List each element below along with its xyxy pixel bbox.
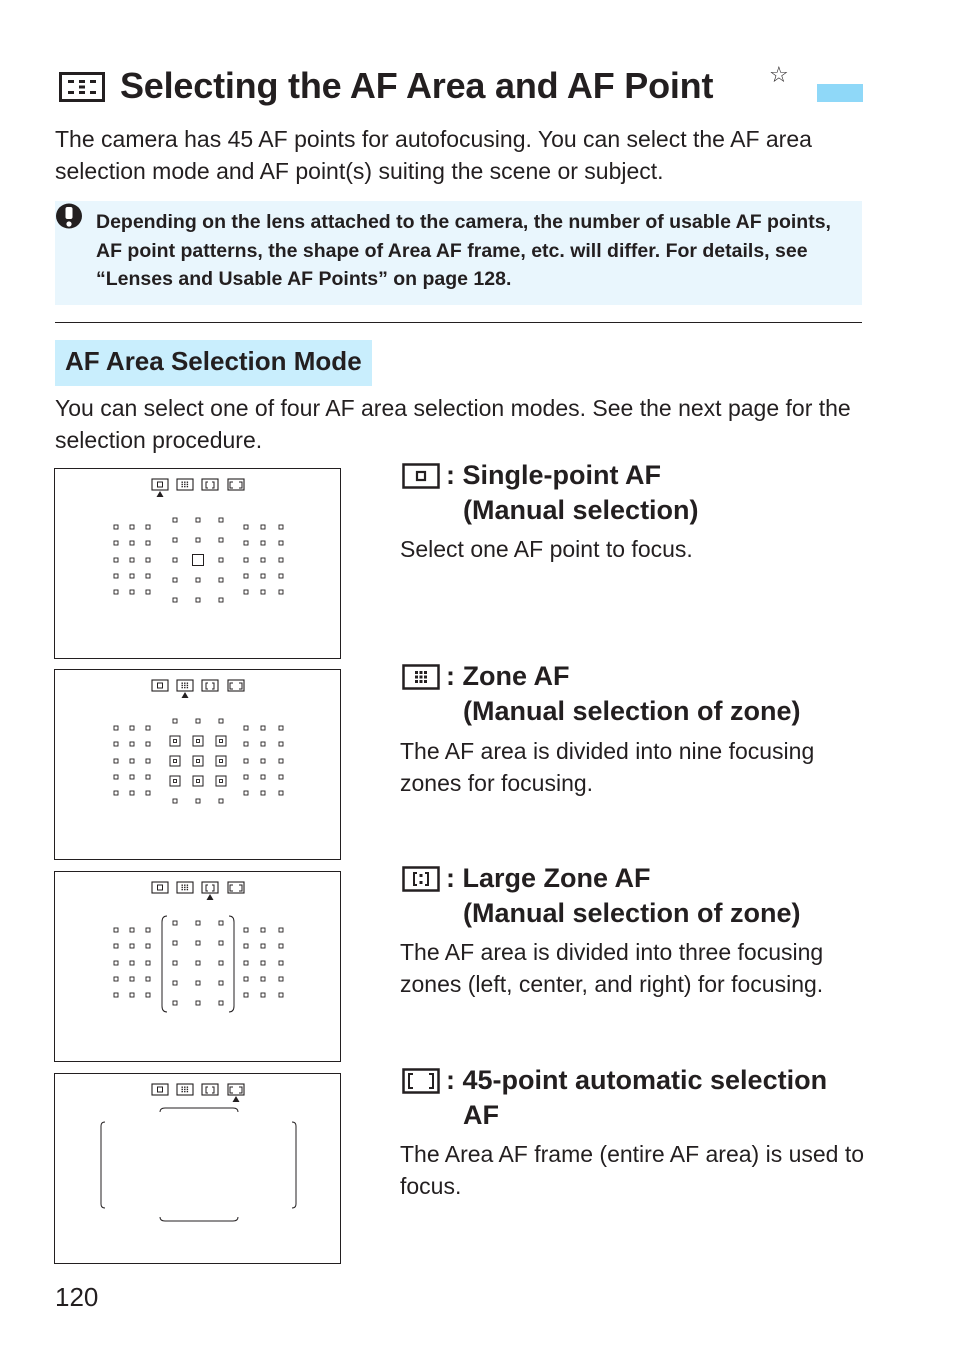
af-point: [114, 775, 118, 779]
section-heading: AF Area Selection Mode: [55, 340, 372, 386]
af-point: [219, 961, 223, 965]
auto-selection-af-description: The Area AF frame (entire AF area) is used to focus.: [400, 1141, 865, 1199]
af-mode-mini-icon: [152, 882, 168, 893]
af-mode-mini-icon: [177, 882, 193, 893]
af-point: [197, 760, 200, 763]
zone-frame: [193, 776, 203, 786]
af-point: [219, 921, 223, 925]
af-point: [173, 961, 177, 965]
caution-icon: [55, 203, 85, 236]
af-mode-mini-icon: [228, 680, 244, 691]
af-point: [173, 598, 177, 602]
af-point: [146, 742, 150, 746]
af-point: [196, 799, 200, 803]
zone-bracket-left: [162, 916, 167, 1012]
af-point: [261, 961, 265, 965]
af-point: [146, 791, 150, 795]
af-mode-mini-icon: [228, 882, 244, 893]
af-point: [219, 538, 223, 542]
af-point: [261, 726, 265, 730]
auto-selection-af-icon: [402, 1068, 440, 1099]
title-accent-bar: [817, 84, 863, 102]
af-point: [261, 791, 265, 795]
af-point: [219, 578, 223, 582]
af-point: [220, 760, 223, 763]
af-mode-mini-icon: [202, 479, 218, 490]
af-point: [279, 928, 283, 932]
af-point: [146, 726, 150, 730]
af-point: [114, 944, 118, 948]
selected-mode-marker: [182, 692, 189, 698]
af-point: [146, 574, 150, 578]
af-point: [279, 541, 283, 545]
af-point: [146, 759, 150, 763]
af-point: [114, 574, 118, 578]
af-point: [196, 538, 200, 542]
af-point: [130, 525, 134, 529]
zone-frame: [170, 756, 180, 766]
page-number: 120: [55, 1282, 99, 1312]
area-frame-top: [160, 1108, 238, 1112]
af-point: [261, 590, 265, 594]
af-point: [114, 759, 118, 763]
af-point: [219, 981, 223, 985]
af-point: [279, 791, 283, 795]
caution-box: [55, 201, 862, 305]
af-mode-mini-icon: [202, 680, 218, 691]
single-point-af-description: Select one AF point to focus.: [400, 536, 693, 562]
af-point: [130, 558, 134, 562]
af-point: [114, 726, 118, 730]
af-point: [146, 558, 150, 562]
af-mode-mini-icon: [202, 1084, 218, 1095]
af-point: [244, 791, 248, 795]
af-point: [279, 742, 283, 746]
af-point: [196, 961, 200, 965]
af-point: [173, 518, 177, 522]
af-point: [130, 541, 134, 545]
large-zone-af-title: : Large Zone AF (Manual selection of zone): [446, 863, 801, 928]
af-point: [146, 775, 150, 779]
af-point: [130, 993, 134, 997]
af-point: [244, 977, 248, 981]
af-point: [174, 740, 177, 743]
af-point: [173, 921, 177, 925]
large-zone-af-diagram: [54, 871, 341, 1062]
af-point: [244, 961, 248, 965]
auto-selection-af-diagram: [54, 1073, 341, 1264]
af-point: [146, 928, 150, 932]
af-point: [219, 799, 223, 803]
af-point: [219, 598, 223, 602]
area-frame-left: [101, 1122, 105, 1208]
af-point: [130, 944, 134, 948]
section-intro: You can select one of four AF area selection modes. See the next page for the selection procedure.: [55, 395, 851, 453]
area-frame-right: [292, 1122, 296, 1208]
caution-text: Depending on the lens attached to the camera, the number of usable AF points, AF point patterns, the shape of Area AF frame, etc. will differ. For details, see “Lenses and Usable AF Points” on page 128.: [96, 211, 831, 290]
af-point: [279, 961, 283, 965]
af-point: [219, 941, 223, 945]
af-point: [130, 574, 134, 578]
selected-mode-marker: [207, 894, 214, 900]
single-point-af-icon: [402, 463, 440, 494]
af-point: [279, 944, 283, 948]
af-point: [279, 977, 283, 981]
zone-frame: [216, 776, 226, 786]
af-point: [261, 944, 265, 948]
af-point: [279, 558, 283, 562]
af-point: [173, 799, 177, 803]
af-point: [114, 742, 118, 746]
af-point: [130, 742, 134, 746]
af-point: [114, 558, 118, 562]
af-point: [146, 944, 150, 948]
af-point: [261, 759, 265, 763]
af-area-icon: [59, 72, 105, 107]
af-point: [174, 760, 177, 763]
af-point: [130, 759, 134, 763]
zone-frame: [170, 776, 180, 786]
af-point: [173, 719, 177, 723]
af-point: [114, 590, 118, 594]
af-point: [220, 740, 223, 743]
af-point: [197, 780, 200, 783]
zone-af-diagram: [54, 669, 341, 860]
af-point: [130, 791, 134, 795]
af-point: [130, 775, 134, 779]
af-point: [173, 558, 177, 562]
af-point: [261, 541, 265, 545]
af-point: [244, 759, 248, 763]
af-point: [196, 598, 200, 602]
af-point: [244, 993, 248, 997]
af-mode-mini-icon: [177, 479, 193, 490]
af-mode-mini-icon: [228, 1084, 244, 1095]
af-point: [244, 541, 248, 545]
zone-bracket-right: [229, 916, 234, 1012]
af-point: [279, 993, 283, 997]
af-point: [244, 590, 248, 594]
af-point: [130, 961, 134, 965]
af-point: [196, 981, 200, 985]
af-point: [114, 993, 118, 997]
af-point: [114, 541, 118, 545]
af-point: [279, 759, 283, 763]
af-point: [114, 977, 118, 981]
af-point: [196, 578, 200, 582]
af-point: [261, 993, 265, 997]
af-point: [244, 928, 248, 932]
af-point: [219, 719, 223, 723]
af-point: [220, 780, 223, 783]
zone-af-description: The AF area is divided into nine focusing zones for focusing.: [400, 738, 815, 796]
af-point: [244, 726, 248, 730]
zone-frame: [193, 736, 203, 746]
af-point: [146, 541, 150, 545]
single-point-af-diagram: [54, 468, 341, 659]
af-mode-mini-icon: [152, 479, 168, 490]
af-point: [261, 742, 265, 746]
large-zone-af-description: The AF area is divided into three focusing zones (left, center, and right) for focusing.: [400, 939, 824, 997]
single-point-af-title: : Single-point AF (Manual selection): [446, 460, 699, 525]
af-point: [261, 928, 265, 932]
af-point: [173, 538, 177, 542]
page-title: Selecting the AF Area and AF Point: [120, 65, 714, 106]
af-point: [261, 775, 265, 779]
af-point: [244, 944, 248, 948]
af-point: [261, 525, 265, 529]
af-point: [261, 558, 265, 562]
zone-frame: [170, 736, 180, 746]
af-point: [146, 977, 150, 981]
star-icon: ☆: [769, 62, 789, 87]
af-mode-mini-icon: [202, 882, 218, 893]
af-point: [196, 1001, 200, 1005]
af-point: [196, 518, 200, 522]
af-point: [261, 977, 265, 981]
auto-selection-af-title: : 45-point automatic selection AF: [446, 1065, 828, 1130]
selected-af-point: [193, 555, 204, 566]
af-point: [279, 726, 283, 730]
af-point: [219, 558, 223, 562]
large-zone-af-icon: [402, 866, 440, 897]
af-point: [174, 780, 177, 783]
af-point: [197, 740, 200, 743]
selected-mode-marker: [157, 491, 164, 497]
intro-paragraph: The camera has 45 AF points for autofocusing. You can select the AF area selection mode and AF point(s) suiting the scene or subject.: [55, 126, 812, 184]
af-point: [130, 928, 134, 932]
af-point: [279, 574, 283, 578]
af-point: [130, 977, 134, 981]
af-point: [279, 775, 283, 779]
af-mode-mini-icon: [152, 680, 168, 691]
af-point: [173, 1001, 177, 1005]
zone-frame: [216, 736, 226, 746]
af-point: [114, 525, 118, 529]
af-point: [219, 518, 223, 522]
af-point: [279, 590, 283, 594]
af-point: [261, 574, 265, 578]
af-point: [244, 558, 248, 562]
af-point: [130, 590, 134, 594]
af-point: [244, 742, 248, 746]
af-point: [244, 574, 248, 578]
af-point: [173, 981, 177, 985]
af-point: [146, 525, 150, 529]
af-point: [114, 791, 118, 795]
area-frame-bottom: [160, 1217, 238, 1221]
af-point: [146, 993, 150, 997]
af-point: [196, 921, 200, 925]
zone-frame: [216, 756, 226, 766]
section-divider: [55, 322, 862, 323]
af-point: [196, 941, 200, 945]
af-point: [114, 961, 118, 965]
af-point: [244, 525, 248, 529]
zone-frame: [193, 756, 203, 766]
af-point: [146, 961, 150, 965]
af-point: [146, 590, 150, 594]
af-mode-mini-icon: [228, 479, 244, 490]
af-point: [114, 928, 118, 932]
af-point: [130, 726, 134, 730]
selected-mode-marker: [233, 1096, 240, 1102]
af-mode-mini-icon: [177, 1084, 193, 1095]
af-point: [279, 525, 283, 529]
zone-af-title: : Zone AF (Manual selection of zone): [446, 661, 801, 726]
af-point: [196, 719, 200, 723]
zone-af-icon: [402, 664, 440, 695]
page-title-row: [57, 62, 867, 112]
af-mode-mini-icon: [177, 680, 193, 691]
af-point: [219, 1001, 223, 1005]
af-point: [173, 941, 177, 945]
af-mode-mini-icon: [152, 1084, 168, 1095]
af-point: [244, 775, 248, 779]
af-point: [173, 578, 177, 582]
